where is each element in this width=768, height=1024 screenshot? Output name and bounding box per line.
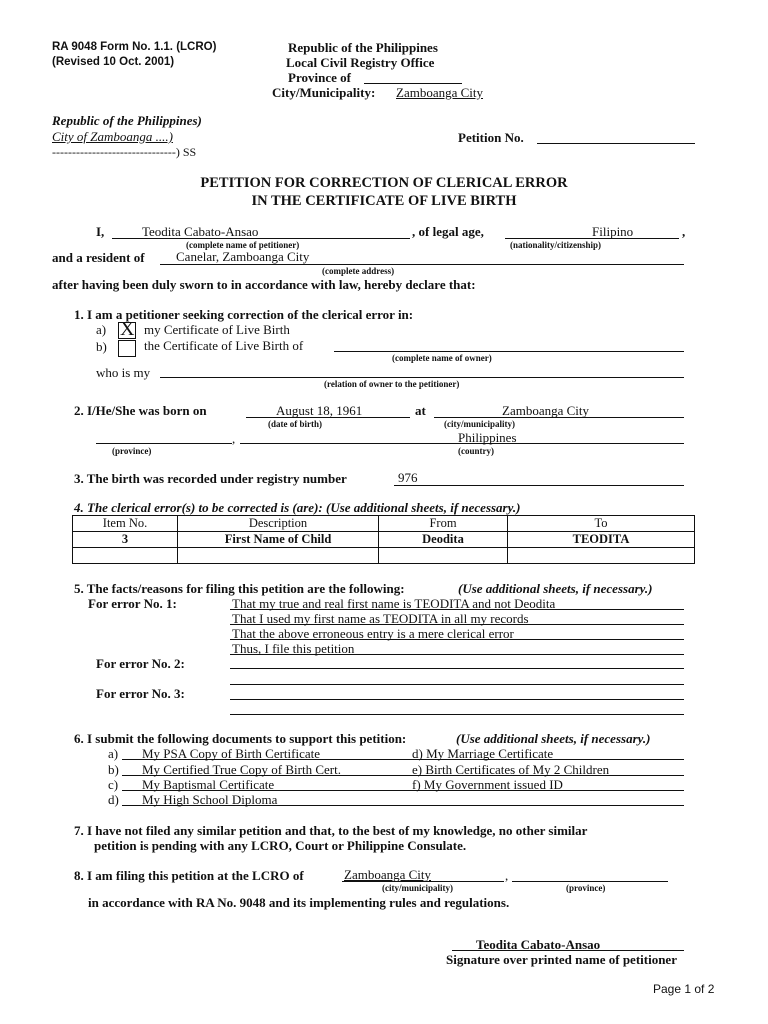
date-caption: (date of birth) xyxy=(268,419,322,429)
province-caption: (province) xyxy=(112,446,152,456)
cell-item-no xyxy=(73,548,178,564)
header-city-value: Zamboanga City xyxy=(396,85,484,100)
birth-province-line xyxy=(96,443,232,444)
item1-b-label: b) xyxy=(96,339,107,354)
petition-no-label: Petition No. xyxy=(458,130,524,145)
doc-a-label: a) xyxy=(108,746,119,761)
form-number: RA 9048 Form No. 1.1. (LCRO) xyxy=(52,41,217,53)
cell-from xyxy=(379,548,508,564)
birth-city: Zamboanga City xyxy=(502,403,590,418)
header-city-label: City/Municipality: xyxy=(272,85,376,100)
lcro-city: Zamboanga City xyxy=(344,867,432,882)
header-republic: Republic of the Philippines xyxy=(288,40,438,55)
birth-date: August 18, 1961 xyxy=(276,403,363,418)
reason-line xyxy=(230,684,684,685)
owner-caption: (complete name of owner) xyxy=(392,353,492,363)
reason-line xyxy=(230,714,684,715)
error1-reason-4: Thus, I file this petition xyxy=(232,641,355,656)
relation-caption: (relation of owner to the petitioner) xyxy=(324,379,460,389)
city-caption: (city/municipality) xyxy=(444,419,515,429)
signature-name: Teodita Cabato-Ansao xyxy=(476,937,601,952)
item6-note: (Use additional sheets, if necessary.) xyxy=(456,731,651,746)
doc-d-text: My High School Diploma xyxy=(142,792,278,807)
item1-a-text: my Certificate of Live Birth xyxy=(144,322,290,337)
doc-d-right: d) My Marriage Certificate xyxy=(412,746,554,761)
error1-reason-1: That my true and real first name is TEODITA and not Deodita xyxy=(232,596,556,611)
cell-to: TEODITA xyxy=(508,532,695,548)
lcro-comma: , xyxy=(505,868,509,883)
petitioner-caption: (complete name of petitioner) xyxy=(186,240,300,250)
doc-b-text: My Certified True Copy of Birth Cert. xyxy=(142,762,341,777)
cell-from: Deodita xyxy=(379,532,508,548)
table-row xyxy=(73,548,695,564)
table-row xyxy=(73,532,695,548)
doc-a-text: My PSA Copy of Birth Certificate xyxy=(142,746,321,761)
reason-line xyxy=(230,668,684,669)
item3-text: 3. The birth was recorded under registry number xyxy=(74,471,347,486)
sworn-statement: after having been duly sworn to in accordance with law, hereby declare that: xyxy=(52,277,476,292)
resident-label: and a resident of xyxy=(52,250,145,265)
col-item-no: Item No. xyxy=(73,516,178,532)
form-revision: (Revised 10 Oct. 2001) xyxy=(52,56,175,68)
title-line-2: IN THE CERTIFICATE OF LIVE BIRTH xyxy=(251,193,517,209)
header-province-label: Province of xyxy=(288,70,351,85)
petitioner-name: Teodita Cabato-Ansao xyxy=(142,224,259,239)
item1-a-label: a) xyxy=(96,322,107,337)
item8-accordance: in accordance with RA No. 9048 and its implementing rules and regulations. xyxy=(88,895,510,910)
registry-number: 976 xyxy=(398,470,418,485)
item7-line-2: petition is pending with any LCRO, Court or Philippine Consulate. xyxy=(94,838,467,853)
intro-legal-age: , of legal age, xyxy=(412,224,484,239)
cell-item-no: 3 xyxy=(73,532,178,548)
doc-e-right: e) Birth Certificates of My 2 Children xyxy=(412,762,610,777)
province-comma: , xyxy=(232,431,236,446)
item4-text: 4. The clerical error(s) to be corrected is (are): (Use additional sheets, if necessary.) xyxy=(74,500,521,515)
error1-reason-2: That I used my first name as TEODITA in all my records xyxy=(232,611,529,626)
item8-text: 8. I am filing this petition at the LCRO of xyxy=(74,868,304,883)
address-value: Canelar, Zamboanga City xyxy=(176,249,310,264)
doc-b-label: b) xyxy=(108,762,119,777)
address-caption: (complete address) xyxy=(322,266,395,276)
item1-b-checkbox[interactable] xyxy=(118,340,136,357)
cell-to xyxy=(508,548,695,564)
item1-text: 1. I am a petitioner seeking correction of the clerical error in: xyxy=(74,307,414,322)
caption-ss: -------------------------------) SS xyxy=(52,145,197,159)
item2-text: 2. I/He/She was born on xyxy=(74,403,207,418)
error3-label: For error No. 3: xyxy=(96,686,185,701)
doc-c-label: c) xyxy=(108,777,119,792)
nationality-caption: (nationality/citizenship) xyxy=(510,240,602,250)
caption-city: City of Zamboanga ....) xyxy=(52,129,173,144)
lcro-province-caption: (province) xyxy=(566,883,606,893)
intro-comma: , xyxy=(682,224,686,239)
lcro-city-caption: (city/municipality) xyxy=(382,883,453,893)
errors-table xyxy=(72,515,695,564)
birth-country: Philippines xyxy=(458,430,517,445)
error2-label: For error No. 2: xyxy=(96,656,185,671)
who-label: who is my xyxy=(96,365,151,380)
nationality-value: Filipino xyxy=(592,224,634,239)
item2-at: at xyxy=(415,403,426,418)
intro-i: I, xyxy=(96,224,105,239)
check-mark-icon: X xyxy=(120,318,135,340)
item1-a-checkbox[interactable] xyxy=(118,318,136,340)
item1-b-text: the Certificate of Live Birth of xyxy=(144,338,304,353)
cell-description: First Name of Child xyxy=(178,532,379,548)
signature-caption: Signature over printed name of petitioner xyxy=(446,952,677,967)
country-caption: (country) xyxy=(458,446,494,456)
owner-line xyxy=(334,351,684,352)
title-line-1: PETITION FOR CORRECTION OF CLERICAL ERROR xyxy=(200,175,568,191)
page-number: Page 1 of 2 xyxy=(653,982,715,996)
header-office: Local Civil Registry Office xyxy=(286,55,435,70)
col-from: From xyxy=(379,516,508,532)
lcro-province-line xyxy=(512,881,668,882)
relation-line xyxy=(160,377,684,378)
doc-d-label: d) xyxy=(108,792,119,807)
registry-line xyxy=(394,485,684,486)
error1-reason-3: That the above erroneous entry is a mere clerical error xyxy=(232,626,514,641)
col-to: To xyxy=(508,516,695,532)
error1-label: For error No. 1: xyxy=(88,596,177,611)
table-header-row xyxy=(73,516,695,532)
item5-note: (Use additional sheets, if necessary.) xyxy=(458,581,653,596)
item6-text: 6. I submit the following documents to support this petition: xyxy=(74,731,407,746)
province-line xyxy=(364,83,462,84)
petition-no-line xyxy=(537,143,695,144)
item5-text: 5. The facts/reasons for filing this petition are the following: xyxy=(74,581,405,596)
reason-line xyxy=(230,699,684,700)
caption-republic: Republic of the Philippines) xyxy=(52,113,202,128)
col-description: Description xyxy=(178,516,379,532)
cell-description xyxy=(178,548,379,564)
doc-f-right: f) My Government issued ID xyxy=(412,777,563,792)
item7-line-1: 7. I have not filed any similar petition and that, to the best of my knowledge, no other similar xyxy=(74,823,588,838)
doc-c-text: My Baptismal Certificate xyxy=(142,777,275,792)
